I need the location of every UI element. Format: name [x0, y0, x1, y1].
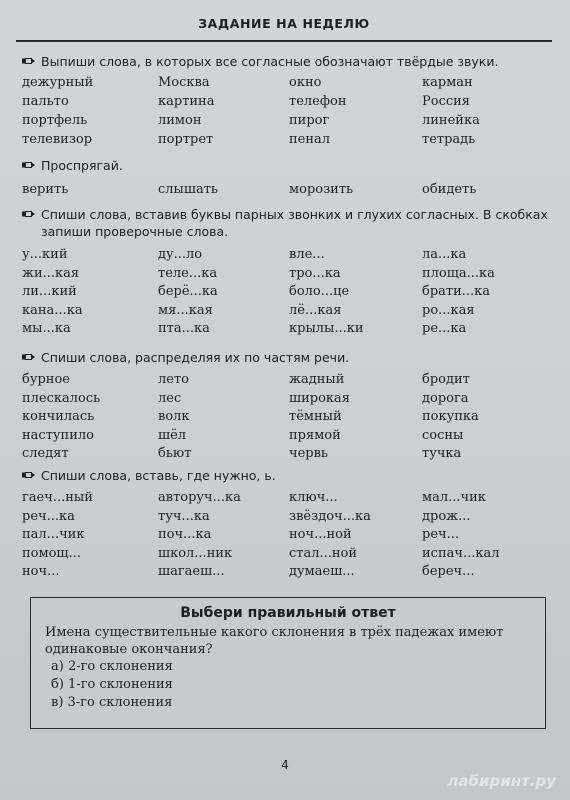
word: сосны — [422, 427, 464, 443]
word: площа...ка — [422, 265, 495, 281]
word: бурное — [22, 372, 70, 387]
pencil-icon — [22, 162, 35, 168]
answer-box — [30, 597, 546, 729]
word: лё...кая — [289, 302, 342, 318]
word: тёмный — [289, 409, 342, 424]
word: ла...ка — [422, 247, 467, 262]
page-header — [16, 10, 552, 42]
word: жи...кая — [22, 265, 80, 281]
word: брати...ка — [422, 284, 491, 299]
word: широкая — [289, 390, 350, 406]
word: берё...ка — [158, 284, 218, 299]
word: пал...чик — [22, 527, 85, 542]
answer-option-c: в) 3-го склонения — [51, 695, 173, 710]
word: наступило — [22, 427, 94, 443]
word: телефон — [289, 94, 347, 109]
word: портфель — [22, 113, 88, 128]
word: тро...ка — [289, 265, 341, 281]
task-instruction — [22, 349, 557, 366]
word: береч... — [422, 564, 475, 579]
word-grid — [22, 371, 557, 464]
word: портрет — [158, 132, 214, 147]
word: бродит — [422, 372, 470, 387]
word: теле...ка — [158, 265, 218, 281]
word: пальто — [22, 94, 69, 109]
word: мы...ка — [22, 321, 71, 336]
word: авторуч...ка — [158, 490, 241, 505]
word: дорога — [422, 390, 469, 406]
word: звёздоч...ка — [289, 508, 371, 524]
word: волк — [158, 409, 190, 424]
pencil-icon — [22, 58, 35, 64]
task-instruction — [22, 53, 557, 70]
answer-option-a: а) 2-го склонения — [51, 659, 173, 674]
word: думаеш... — [289, 564, 355, 579]
task-5 — [22, 467, 557, 582]
instruction-text: Спиши слова, вставив буквы парных звонких и глухих согласных. В скобках запиши проверочные слова. — [41, 207, 548, 239]
pencil-icon — [22, 354, 35, 360]
word: школ...ник — [158, 545, 233, 561]
word: пта...ка — [158, 321, 210, 336]
task-instruction — [22, 206, 557, 240]
word: карман — [422, 75, 473, 90]
word: морозить — [289, 182, 354, 197]
word-grid — [22, 180, 557, 199]
word: шагаеш... — [158, 564, 225, 579]
word-grid — [22, 73, 557, 149]
word: ли...кий — [22, 284, 77, 299]
word: жадный — [289, 372, 345, 387]
word: телевизор — [22, 132, 93, 147]
word: ду...ло — [158, 247, 203, 262]
pencil-icon — [22, 472, 35, 478]
word: лимон — [158, 113, 202, 128]
word: дежурный — [22, 75, 94, 90]
word: ключ... — [289, 490, 338, 505]
word: гаеч...ный — [22, 490, 93, 505]
word: картина — [158, 94, 215, 109]
word: пирог — [289, 113, 330, 128]
word: Россия — [422, 94, 471, 109]
page-title: ЗАДАНИЕ НА НЕДЕЛЮ — [198, 16, 370, 31]
word: плескалось — [22, 390, 101, 406]
word: окно — [289, 75, 322, 90]
word: бьют — [158, 446, 192, 461]
word: дрож... — [422, 508, 471, 524]
word: ноч... — [22, 564, 60, 579]
word: Москва — [158, 75, 210, 90]
instruction-text: Выпиши слова, в которых все согласные обозначают твёрдые звуки. — [41, 54, 499, 69]
word: покупка — [422, 409, 479, 424]
word: следят — [22, 446, 69, 461]
word: слышать — [158, 182, 218, 197]
instruction-text: Спиши слова, распределяя их по частям речи. — [41, 350, 350, 365]
word: червь — [289, 446, 329, 461]
word: у...кий — [22, 247, 68, 262]
word: поч...ка — [158, 527, 212, 542]
word: помощ... — [22, 545, 81, 561]
word: верить — [22, 182, 69, 197]
word: крылы...ки — [289, 321, 364, 336]
word: пенал — [289, 132, 331, 147]
word: кончилась — [22, 409, 95, 424]
word-grid — [22, 489, 557, 582]
word: стал...ной — [289, 545, 358, 561]
task-3 — [22, 206, 557, 339]
word: реч...ка — [22, 508, 75, 524]
instruction-text: Проспрягай. — [41, 158, 123, 173]
word: лес — [158, 390, 182, 406]
word: кана...ка — [22, 302, 83, 318]
task-2 — [22, 157, 557, 199]
instruction-text: Спиши слова, вставь, где нужно, ь. — [41, 468, 276, 483]
word: мал...чик — [422, 490, 486, 505]
word: вле... — [289, 247, 325, 262]
word-grid — [22, 246, 557, 339]
word: прямой — [289, 427, 341, 443]
task-instruction — [22, 467, 557, 484]
word: туч...ка — [158, 508, 210, 524]
answer-box-title: Выбери правильный ответ — [180, 605, 396, 621]
word: реч... — [422, 527, 460, 542]
word: ноч...ной — [289, 527, 352, 542]
pencil-icon — [22, 211, 35, 217]
word: лето — [158, 372, 189, 387]
word: шёл — [158, 427, 187, 443]
word: ре...ка — [422, 321, 467, 336]
word: испач...кал — [422, 545, 500, 561]
word: боло...це — [289, 284, 350, 299]
task-4 — [22, 349, 557, 464]
word: мя...кая — [158, 302, 213, 318]
page-number: 4 — [281, 758, 289, 772]
answer-option-b: б) 1-го склонения — [51, 677, 173, 692]
word: линейка — [422, 113, 480, 128]
watermark: лабиринт.ру — [447, 772, 556, 790]
word: ро...кая — [422, 302, 475, 318]
task-1 — [22, 53, 557, 149]
word: тетрадь — [422, 132, 476, 147]
question-text: Имена существительные какого склонения в трёх падежах имеют одинаковые окончания? — [45, 625, 504, 657]
task-instruction — [22, 157, 557, 174]
word: тучка — [422, 446, 462, 461]
word: обидеть — [422, 182, 477, 197]
